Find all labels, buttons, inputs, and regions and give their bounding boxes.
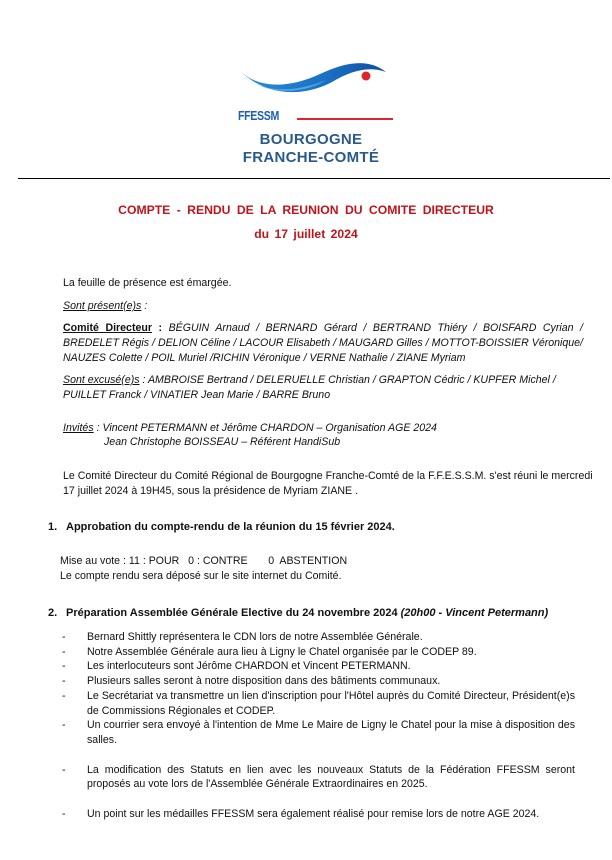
invites-list: Invités : Vincent PETERMANN et Jérôme CHARDON – Organisation AGE 2024 [63, 422, 437, 434]
list-item: - Notre Assemblée Générale aura lieu à Ligny le Chatel organisée par le CODEP 89. [62, 645, 477, 658]
section-2-heading: 2. Préparation Assemblée Générale Elective du 24 novembre 2024 (20h00 - Vincent Petermann) [48, 607, 549, 619]
list-item: - Un courrier sera envoyé à l'intention de Mme Le Maire de Ligny le Chatel pour la mise à disposition des salles. [62, 719, 575, 746]
list-item: - Les interlocuteurs sont Jérôme CHARDON et Vincent PETERMANN. [62, 660, 411, 673]
vote-result: Mise au vote : 11 : POUR 0 : CONTRE 0 ABSTENTION [60, 555, 348, 567]
comite-names: BÉGUIN Arnaud / BERNARD Gérard / BERTRAND Thiéry / BOISFARD Cyrian / BREDELET Régis / DELION Céline / LACOUR Elisabeth / MAUGARD Gilles / MOTTOT-BOISSIER Véronique/ NAUZES Colette / POIL Muriel /RICHIN Véronique / VERNE Nathalie / ZIANE Myriam [63, 322, 583, 364]
document-title: COMPTE - RENDU DE LA REUNION DU COMITE DIRECTEUR [118, 203, 494, 217]
section-2-title-note: (20h00 - Vincent Petermann) [400, 607, 549, 619]
red-dot-icon [362, 72, 371, 81]
logo-region-line1: BOURGOGNE [259, 131, 363, 148]
present-label: Sont présent(e)s [63, 300, 142, 312]
list-item: - Le Secrétariat va transmettre un lien d'inscription pour l'Hôtel auprès du Comité Directeur, Président(e)s de Commissions Régionales et CODEP. [62, 689, 575, 717]
present-heading: Sont présent(e)s : [63, 300, 148, 312]
meeting-intro-paragraph: Le Comité Directeur du Comité Régional de Bourgogne Franche-Comté de la F.F.E.S.S.M. s'est réuni le mercredi 17 juillet 2024 à 19H45, sous la présidence de Myriam ZIANE . [63, 470, 593, 497]
section-1-heading: 1. Approbation du compte-rendu de la réunion du 15 février 2024. [48, 521, 395, 533]
list-item: - La modification des Statuts en lien avec les nouveaux Statuts de la Fédération FFESSM seront proposés au vote lors de l'Assemblée Générale Extraordinaires en 2025. [62, 763, 575, 791]
header-divider [18, 178, 610, 179]
excuses-list: Sont excusé(e)s : AMBROISE Bertrand / DELERUELLE Christian / GRAPTON Cédric / KUPFER Michel / PUILLET Franck / VINATIER Jean Marie / BARRE Bruno [63, 374, 556, 401]
excuses-label: Sont excusé(e)s [63, 374, 140, 386]
document-date: du 17 juillet 2024 [254, 227, 358, 241]
comite-directeur-list: Comité Directeur : BÉGUIN Arnaud / BERNARD Gérard / BERTRAND Thiéry / BOISFARD Cyrian / BREDELET Régis / DELION Céline / LACOUR Elisabeth / MAUGARD Gilles / MOTTOT-BOISSIER Véronique/ NAUZES Colette / POIL Muriel /RICHIN Véronique / VERNE Nathalie / ZIANE Myriam [63, 322, 583, 364]
excuses-names: AMBROISE Bertrand / DELERUELLE Christian / GRAPTON Cédric / KUPFER Michel / PUILLET Franck / VINATIER Jean Marie / BARRE Bruno [63, 374, 556, 401]
section-2-bullets [60, 630, 575, 822]
section-2-title: Préparation Assemblée Générale Elective du 24 novembre 2024 [66, 607, 401, 619]
attendance-intro: La feuille de présence est émargée. [63, 277, 232, 289]
section-1-title: Approbation du compte-rendu de la réunion du 15 février 2024. [66, 521, 395, 533]
logo-brand: FFESSM [238, 109, 280, 123]
logo-region-line2: FRANCHE-COMTÉ [242, 149, 380, 166]
invites-line2: Jean Christophe BOISSEAU – Référent HandiSub [104, 436, 341, 448]
list-item: - Plusieurs salles seront à notre disposition dans des bâtiments communaux. [62, 675, 441, 688]
comite-label: Comité Directeur [63, 322, 152, 334]
list-item: - Un point sur les médailles FFESSM sera également réalisé pour remise lors de notre AGE 2024. [62, 808, 540, 821]
invites-line1: Vincent PETERMANN et Jérôme CHARDON – Organisation AGE 2024 [102, 422, 437, 434]
ffessm-logo [228, 38, 394, 166]
logo-red-line [297, 118, 393, 120]
invites-label: Invités [63, 422, 94, 434]
section-1-note: Le compte rendu sera déposé sur le site internet du Comité. [60, 570, 342, 582]
list-item: - Bernard Shittly représentera le CDN lors de notre Assemblée Générale. [62, 631, 423, 643]
